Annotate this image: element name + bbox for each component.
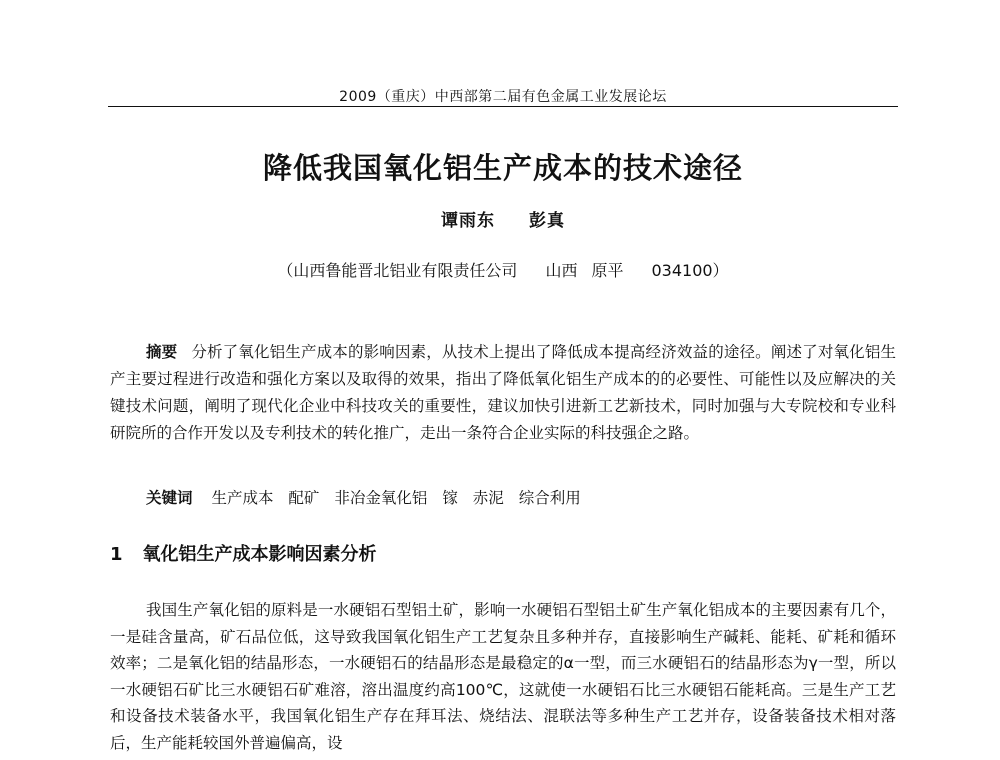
keyword: 赤泥 xyxy=(472,489,504,507)
author-name: 谭雨东 xyxy=(441,211,495,231)
affiliation-org: （山西鲁能晋北铝业有限责任公司 xyxy=(277,261,518,280)
keyword: 生产成本 xyxy=(211,489,274,507)
affiliation-postcode: 034100） xyxy=(651,261,729,280)
author-list xyxy=(108,206,898,231)
section-number: 1 xyxy=(110,544,123,565)
author-name: 彭真 xyxy=(529,211,565,231)
paper-title: 降低我国氧化铝生产成本的技术途径 xyxy=(262,151,743,185)
body-paragraph: 我国生产氧化铝的原料是一水硬铝石型铝土矿，影响一水硬铝石型铝土矿生产氧化铝成本的主要因素有几个，一是硅含量高，矿石品位低，这导致我国氧化铝生产工艺复杂且多种并存，直接影响生产碱耗、能耗、矿耗和循环效率；二是氧化铝的结晶形态，一水硬铝石的结晶形态是最稳定的α一型，而三水硬铝石的结晶形态为γ一型，所以一水硬铝石矿比三水硬铝石矿难溶，溶出温度约高100℃，这就使一水硬铝石比三水硬铝石能耗高。三是生产工艺和设备技术装备水平，我国氧化铝生产存在拜耳法、烧结法、混联法等多种生产工艺并存，设备装备技术相对落后，生产能耗较国外普遍偏高，设 xyxy=(110,601,896,752)
keyword: 配矿 xyxy=(288,489,320,507)
section-title: 氧化铝生产成本影响因素分析 xyxy=(142,544,377,565)
keywords-label: 关键词 xyxy=(146,488,193,507)
affiliation xyxy=(108,258,898,281)
abstract xyxy=(110,338,896,447)
keyword: 非冶金氧化铝 xyxy=(334,489,428,507)
section-heading xyxy=(110,540,377,566)
keyword: 镓 xyxy=(442,489,458,507)
affiliation-province: 山西 xyxy=(545,261,578,280)
header-rule xyxy=(108,106,898,107)
keyword: 综合利用 xyxy=(518,489,581,507)
keywords xyxy=(146,484,896,512)
affiliation-city: 原平 xyxy=(591,261,624,280)
abstract-label: 摘要 xyxy=(146,342,178,361)
running-header: 2009（重庆）中西部第二届有色金属工业发展论坛 xyxy=(339,89,667,105)
abstract-text: 分析了氧化铝生产成本的影响因素，从技术上提出了降低成本提高经济效益的途径。阐述了对氧化铝生产主要过程进行改造和强化方案以及取得的效果，指出了降低氧化铝生产成本的的必要性、可能性以及应解决的关键技术问题，阐明了现代化企业中科技攻关的重要性，建议加快引进新工艺新技术，同时加强与大专院校和专业科研院所的合作开发以及专利技术的转化推广，走出一条符合企业实际的科技强企之路。 xyxy=(110,343,896,442)
